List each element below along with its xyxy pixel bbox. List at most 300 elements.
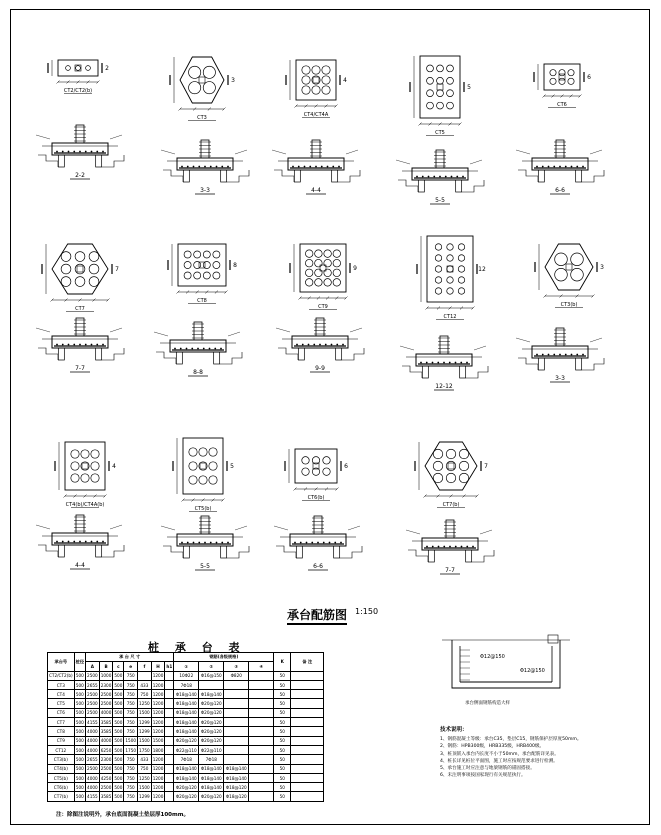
leader xyxy=(480,530,492,534)
rebar-dot xyxy=(91,344,93,346)
pile-circle xyxy=(189,476,197,484)
section-mark: 5 xyxy=(230,463,234,470)
pile-circle xyxy=(194,251,201,258)
ground-step xyxy=(466,366,488,378)
detail-label: Φ12@150 xyxy=(480,654,505,660)
section-mark: 6 xyxy=(344,463,348,470)
cell-r4 xyxy=(249,764,274,773)
cell-f xyxy=(138,671,152,680)
cell-e: 750 xyxy=(124,783,138,792)
pile xyxy=(58,545,64,557)
pile-circle xyxy=(61,277,71,287)
cap-outline xyxy=(545,244,593,290)
cap-outline xyxy=(544,64,580,90)
ground-step xyxy=(38,155,58,167)
cell-H: 1500 xyxy=(151,736,165,745)
pile-circle xyxy=(75,264,85,274)
rebar-dot xyxy=(323,542,325,544)
ground-step xyxy=(408,550,428,562)
rebar-dot xyxy=(443,546,445,548)
pile-circle xyxy=(433,461,443,471)
cell-r1: Φ18@140 xyxy=(174,718,199,727)
leader xyxy=(110,525,122,529)
cap-label: CT8 xyxy=(197,298,207,304)
cell-r4 xyxy=(249,699,274,708)
rebar-dot xyxy=(227,166,229,168)
leader xyxy=(161,526,175,530)
pile-circle xyxy=(435,277,441,283)
pile xyxy=(96,155,102,167)
cap-label: CT12 xyxy=(443,314,457,320)
pile-circle xyxy=(189,462,197,470)
note-item: 5、承台施工时应注意与地梁钢筋的锚固搭接。 xyxy=(440,766,535,772)
rebar-dot xyxy=(433,176,435,178)
cap-outline xyxy=(180,57,224,103)
rebar-dot xyxy=(536,166,538,168)
ground-step xyxy=(38,545,58,557)
pile-circle xyxy=(427,90,434,97)
cell-r4 xyxy=(249,736,274,745)
cell-h1 xyxy=(165,736,174,745)
cap-plan xyxy=(417,236,486,320)
cell-H: 1200 xyxy=(151,699,165,708)
pile xyxy=(221,170,227,182)
rebar-dot xyxy=(439,176,441,178)
rebar-dot xyxy=(342,344,344,346)
cell-d: 500 xyxy=(74,671,85,680)
cell-A: 4000 xyxy=(86,783,100,792)
ground-step xyxy=(227,546,249,558)
cell-c: 500 xyxy=(113,708,124,717)
rebar-dot xyxy=(309,166,311,168)
cell-remark xyxy=(291,671,324,680)
pile-circle xyxy=(189,82,201,94)
cap-section xyxy=(400,336,488,390)
leader xyxy=(235,526,247,530)
cell-B: 1000 xyxy=(99,671,113,680)
pile-circle xyxy=(458,277,464,283)
cap-label: CT2/CT2(b) xyxy=(63,88,93,94)
rebar-dot xyxy=(102,541,104,543)
cell-k: 50 xyxy=(274,736,291,745)
cell-r3 xyxy=(224,718,249,727)
subheader-8: ① xyxy=(174,662,199,671)
leader xyxy=(154,332,168,336)
pile-circle xyxy=(213,261,220,268)
section-mark: 7 xyxy=(115,266,119,273)
pile-circle xyxy=(302,86,310,94)
pile-circle xyxy=(571,253,584,266)
cap-label: CT3(b) xyxy=(560,302,578,308)
pile-circle xyxy=(61,252,71,262)
pile-circle xyxy=(75,277,85,287)
pile xyxy=(576,358,582,370)
cell-remark xyxy=(291,745,324,754)
section-label: 7-7 xyxy=(75,365,85,372)
cell-f: 1250 xyxy=(138,699,152,708)
cell-id: CT6(b) xyxy=(48,783,75,792)
cap-plan xyxy=(535,244,604,308)
pile xyxy=(183,546,189,558)
notes-list xyxy=(440,736,645,779)
note-item: 6、未注明事项按国家现行有关规范执行。 xyxy=(440,773,526,779)
rebar-dot xyxy=(329,542,331,544)
section-mark: 6 xyxy=(587,74,591,81)
rebar-dot xyxy=(319,344,321,346)
rebar-dot xyxy=(422,176,424,178)
cell-remark xyxy=(291,783,324,792)
rebar-dot xyxy=(292,166,294,168)
pile-circle xyxy=(437,102,444,109)
pile xyxy=(221,546,227,558)
pile-circle xyxy=(315,269,323,277)
cell-f: 433 xyxy=(138,680,152,689)
drawing-title: 承台配筋图 xyxy=(287,608,347,625)
cell-h1 xyxy=(165,690,174,699)
pile-circle xyxy=(194,272,201,279)
cell-r2: Φ20@120 xyxy=(199,708,224,717)
cell-f: 433 xyxy=(138,755,152,764)
cell-f: 1500 xyxy=(138,736,152,745)
pile xyxy=(96,545,102,557)
side-detail xyxy=(442,635,570,688)
leader xyxy=(161,150,175,154)
leader xyxy=(228,332,240,336)
cell-f: 750 xyxy=(138,764,152,773)
cell-A: 2500 xyxy=(86,671,100,680)
rebar-dot xyxy=(313,344,315,346)
rebar-dot xyxy=(308,344,310,346)
rebar-dot xyxy=(302,344,304,346)
cell-c: 500 xyxy=(113,718,124,727)
rebar-dot xyxy=(197,348,199,350)
section-label: 9-9 xyxy=(315,365,325,372)
cap-plan xyxy=(48,60,109,94)
note-item: 3、桩顶嵌入承台内长度不小于50mm，承台配筋详见表。 xyxy=(440,751,559,757)
rebar-dot xyxy=(209,348,211,350)
rebar-dot xyxy=(85,344,87,346)
ground-step xyxy=(156,352,176,364)
cap-section xyxy=(274,516,362,570)
cell-k: 50 xyxy=(274,783,291,792)
rebar-dot xyxy=(56,541,58,543)
rebar-dot xyxy=(62,344,64,346)
cell-c: 500 xyxy=(113,792,124,801)
cell-r1: Φ20@120 xyxy=(174,783,199,792)
ground-step xyxy=(462,180,484,192)
rebar-dot xyxy=(191,348,193,350)
rebar-dot xyxy=(449,362,451,364)
cell-e: 750 xyxy=(124,680,138,689)
cell-r4 xyxy=(249,783,274,792)
rebar-dot xyxy=(216,166,218,168)
pile-circle xyxy=(302,468,309,475)
pile-circle xyxy=(559,70,565,76)
cell-B: 2500 xyxy=(99,783,113,792)
pile-circle xyxy=(203,272,210,279)
rebar-dot xyxy=(180,348,182,350)
cell-r3 xyxy=(224,708,249,717)
rebar-dot xyxy=(198,542,200,544)
cell-k: 50 xyxy=(274,699,291,708)
pile-circle xyxy=(324,269,332,277)
rebar-dot xyxy=(426,546,428,548)
cell-c: 500 xyxy=(113,680,124,689)
cell-c: 500 xyxy=(113,736,124,745)
ground-step xyxy=(227,170,249,182)
drawing-title-block xyxy=(287,604,379,623)
rebar-dot xyxy=(203,348,205,350)
cell-r1: Φ18@140 xyxy=(174,708,199,717)
leader xyxy=(272,150,286,154)
cell-r3 xyxy=(224,680,249,689)
ground-step xyxy=(38,348,58,360)
pile-circle xyxy=(209,448,217,456)
cell-r3: Φ18@140 xyxy=(224,764,249,773)
ground-step xyxy=(102,348,124,360)
cell-r4 xyxy=(249,773,274,782)
cap-section xyxy=(516,328,604,382)
rebar-dot xyxy=(553,354,555,356)
cell-A: 4155 xyxy=(86,718,100,727)
subheader-6: H xyxy=(151,662,165,671)
cell-A: 4000 xyxy=(86,773,100,782)
pile-circle xyxy=(447,90,454,97)
cell-B: 2300 xyxy=(99,755,113,764)
cap-section xyxy=(516,140,604,194)
pile xyxy=(183,170,189,182)
cell-k: 50 xyxy=(274,690,291,699)
cap-label: CT6 xyxy=(557,102,567,108)
pile-circle xyxy=(199,476,207,484)
rebar-dot xyxy=(198,166,200,168)
pile-circle xyxy=(189,66,201,78)
cell-id: CT6 xyxy=(48,708,75,717)
leader xyxy=(110,328,122,332)
cell-e: 750 xyxy=(124,671,138,680)
cell-e: 1500 xyxy=(124,736,138,745)
pile-circle xyxy=(184,261,191,268)
header-pile-dia: 桩径 xyxy=(74,653,85,672)
rebar-dot xyxy=(428,176,430,178)
cell-B: 2500 xyxy=(99,690,113,699)
rebar-dot xyxy=(186,348,188,350)
cell-e: 750 xyxy=(124,727,138,736)
cap-section xyxy=(154,322,242,376)
pile-circle xyxy=(555,253,568,266)
subheader-10: ③ xyxy=(224,662,249,671)
cell-B: 4250 xyxy=(99,773,113,782)
section-mark: 7 xyxy=(484,463,488,470)
pile-circle xyxy=(189,448,197,456)
leader xyxy=(350,328,362,332)
cap-label: CT6(b) xyxy=(307,495,325,501)
cell-c: 500 xyxy=(113,773,124,782)
rebar-dot xyxy=(338,166,340,168)
pile-circle xyxy=(435,255,441,261)
ground-step xyxy=(163,546,183,558)
pile xyxy=(538,170,544,182)
cap-outline xyxy=(178,244,226,286)
cap-plan xyxy=(290,244,357,310)
cell-A: 2500 xyxy=(86,690,100,699)
cell-h1 xyxy=(165,783,174,792)
rebar-dot xyxy=(73,151,75,153)
column-square xyxy=(313,77,319,83)
leader xyxy=(590,150,602,154)
cell-B: 2500 xyxy=(99,764,113,773)
pile xyxy=(428,550,434,562)
rebar-dot xyxy=(294,542,296,544)
pile-circle xyxy=(333,279,341,287)
cell-k: 50 xyxy=(274,745,291,754)
cap-label: CT4(b)/CT4A(b) xyxy=(65,502,105,508)
rebar-dot xyxy=(582,166,584,168)
section-mark: 9 xyxy=(353,265,357,272)
rebar-dot xyxy=(565,354,567,356)
cap-plan xyxy=(55,442,116,508)
header-k: K xyxy=(274,653,291,672)
rebar-dot xyxy=(62,541,64,543)
pile-circle xyxy=(459,473,469,483)
cell-H: 1200 xyxy=(151,690,165,699)
pile-circle xyxy=(433,473,443,483)
cell-remark xyxy=(291,718,324,727)
cell-remark xyxy=(291,773,324,782)
cell-r3 xyxy=(224,727,249,736)
cap-plan xyxy=(286,60,347,118)
section-label: 5-5 xyxy=(435,197,445,204)
column-square xyxy=(199,77,205,83)
rebar-dot xyxy=(220,348,222,350)
rebar-dot xyxy=(181,166,183,168)
pile-circle xyxy=(550,70,556,76)
cell-h1 xyxy=(165,764,174,773)
pile-circle xyxy=(194,261,201,268)
cell-k: 50 xyxy=(274,680,291,689)
cap-plan xyxy=(173,438,234,512)
cell-f: 1750 xyxy=(138,745,152,754)
pile-circle xyxy=(458,255,464,261)
cell-remark xyxy=(291,792,324,801)
pile-circle xyxy=(203,251,210,258)
cap-section xyxy=(36,318,124,372)
header-remark: 备 注 xyxy=(291,653,324,672)
pile-circle xyxy=(312,86,320,94)
table-row xyxy=(48,671,324,680)
pile-circle xyxy=(91,474,99,482)
table-row xyxy=(48,699,324,708)
pile-circle xyxy=(433,449,443,459)
leader xyxy=(400,346,414,350)
table-row xyxy=(48,708,324,717)
ground-step xyxy=(220,352,242,364)
cell-r3: Φ18@120 xyxy=(224,783,249,792)
cell-B: 3585 xyxy=(99,727,113,736)
rebar-dot xyxy=(553,166,555,168)
cell-h1 xyxy=(165,708,174,717)
pile-circle xyxy=(91,462,99,470)
pile-circle xyxy=(571,268,584,281)
cell-r1: Φ18@140 xyxy=(174,764,199,773)
rebar-dot xyxy=(321,166,323,168)
cell-d: 500 xyxy=(74,773,85,782)
pile-circle xyxy=(324,250,332,258)
section-mark: 4 xyxy=(343,77,347,84)
cell-e: 750 xyxy=(124,718,138,727)
cell-k: 50 xyxy=(274,671,291,680)
cell-A: 4000 xyxy=(86,745,100,754)
rebar-dot xyxy=(296,344,298,346)
cell-d: 500 xyxy=(74,699,85,708)
rebar-dot xyxy=(536,354,538,356)
table-row xyxy=(48,690,324,699)
cell-r4 xyxy=(249,690,274,699)
cell-H: 1200 xyxy=(151,792,165,801)
section-label: 6-6 xyxy=(313,563,323,570)
section-label: 3-3 xyxy=(200,187,210,194)
cell-r2: Φ18@140 xyxy=(199,690,224,699)
table-row xyxy=(48,783,324,792)
rebar-dot xyxy=(576,166,578,168)
cell-e: 750 xyxy=(124,764,138,773)
pile-circle xyxy=(427,102,434,109)
cell-r1: 10Φ22 xyxy=(174,671,199,680)
rebar-dot xyxy=(443,362,445,364)
section-label: 12-12 xyxy=(435,383,453,390)
pile-circle xyxy=(81,474,89,482)
cell-f: 1299 xyxy=(138,792,152,801)
cell-h1 xyxy=(165,680,174,689)
rebar-dot xyxy=(187,542,189,544)
cell-id: CT5 xyxy=(48,699,75,708)
pile-circle xyxy=(568,78,574,84)
leader xyxy=(110,135,122,139)
rebar-dot xyxy=(221,542,223,544)
cell-f: 1299 xyxy=(138,727,152,736)
cap-plan xyxy=(285,449,348,501)
rebar-dot xyxy=(548,166,550,168)
pile-circle xyxy=(305,250,313,258)
pile-circle xyxy=(322,66,330,74)
pile-circle xyxy=(568,70,574,76)
rebar-dot xyxy=(91,151,93,153)
rebar-dot xyxy=(62,151,64,153)
cell-r2: Φ16@150 xyxy=(199,671,224,680)
rebar-dot xyxy=(214,348,216,350)
cell-r4 xyxy=(249,708,274,717)
pile-circle xyxy=(333,259,341,267)
pile-circle xyxy=(458,288,464,294)
cell-A: 4000 xyxy=(86,727,100,736)
pile xyxy=(456,180,462,192)
rebar-dot xyxy=(445,176,447,178)
ground-step xyxy=(398,180,418,192)
cell-r3 xyxy=(224,699,249,708)
leader xyxy=(276,328,290,332)
pile-circle xyxy=(71,474,79,482)
cell-A: 2500 xyxy=(86,764,100,773)
cap-plan xyxy=(168,244,237,304)
cap-section xyxy=(161,140,249,194)
pile-circle xyxy=(446,473,456,483)
pile-circle xyxy=(458,244,464,250)
rebar-dot xyxy=(542,354,544,356)
pile-circle xyxy=(209,462,217,470)
cell-B: 4000 xyxy=(99,736,113,745)
cell-c: 500 xyxy=(113,764,124,773)
cell-remark xyxy=(291,764,324,773)
